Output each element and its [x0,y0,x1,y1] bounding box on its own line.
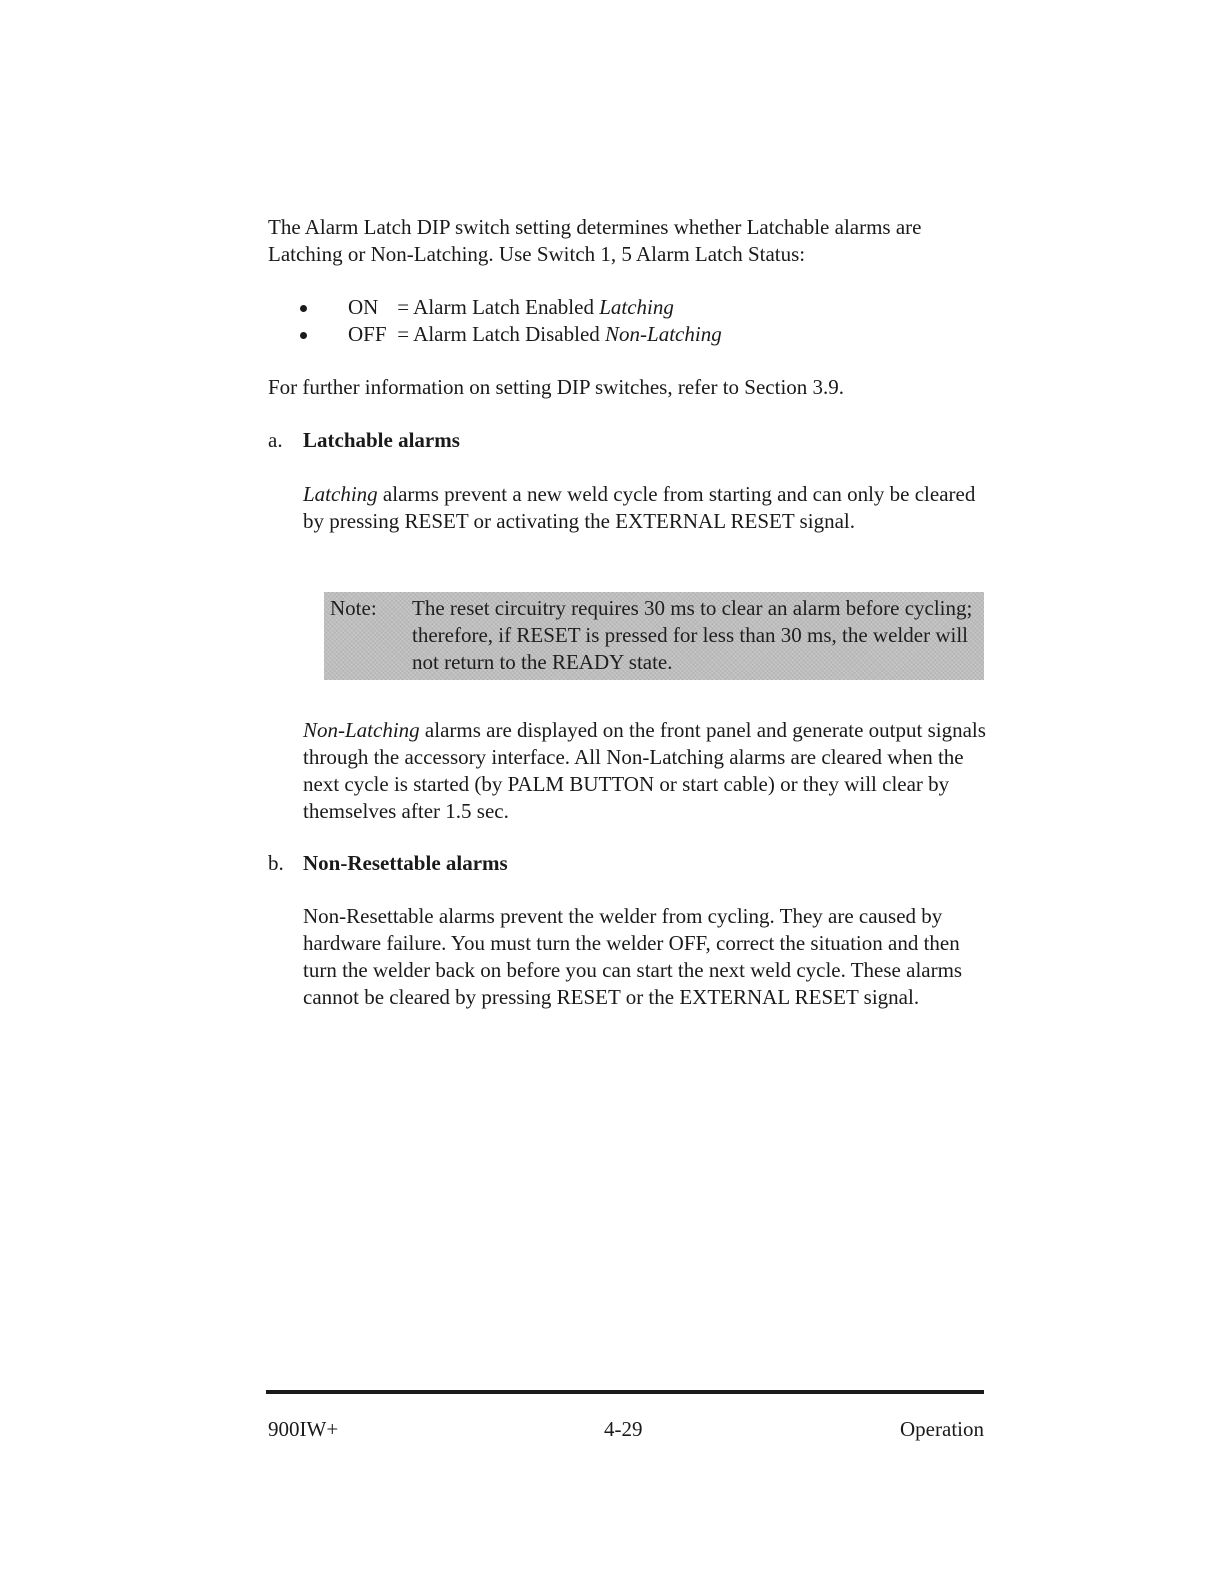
non-latching-paragraph [303,717,993,825]
switch-state-label: OFF [348,322,387,346]
latching-text: alarms prevent a new weld cycle from starting and can only be cleared by pressing RESET or activating the EXTERNAL RESET signal. [303,482,976,533]
further-info-paragraph: For further information on setting DIP switches, refer to Section 3.9. [268,375,845,399]
bullet-icon [300,332,307,339]
note-label: Note: [330,596,377,620]
section-b-heading [268,850,508,877]
latching-term: Latching [303,482,378,506]
footer-rule [266,1390,984,1394]
section-b-letter: b. [268,851,284,875]
bullet-icon [300,305,307,312]
note-text: The reset circuitry requires 30 ms to clear an alarm before cycling; therefore, if RESET is pressed for less than 30 ms, the welder will not return to the READY state. [412,596,973,674]
section-a-letter: a. [268,428,283,452]
section-a-title: Latchable alarms [303,428,460,452]
switch-state-mode: Non-Latching [605,322,722,346]
non-latching-text: alarms are displayed on the front panel and generate output signals through the accessory interface. All Non-Latching alarms are cleared when the next cycle is started (by PALM BUTTON or start cable) or they will clear by themselves after 1.5 sec. [303,718,986,823]
footer-section: Operation [900,1417,984,1441]
note-box [324,592,984,680]
switch-state-mode: Latching [599,295,674,319]
footer-page-number: 4-29 [604,1417,643,1441]
switch-state-description: = Alarm Latch Disabled [397,322,600,346]
non-resettable-paragraph: Non-Resettable alarms prevent the welder from cycling. They are caused by hardware failure. You must turn the welder OFF, correct the situation and then turn the welder back on before you can start the next weld cycle. These alarms cannot be cleared by pressing RESET or the EXTERNAL RESET signal. [303,904,963,1009]
dip-switch-status-list [300,294,900,348]
section-b-title: Non-Resettable alarms [303,851,508,875]
intro-paragraph: The Alarm Latch DIP switch setting determines whether Latchable alarms are Latching or Non-Latching. Use Switch 1, 5 Alarm Latch Status: [268,215,922,266]
list-item [300,321,900,348]
switch-state-description: = Alarm Latch Enabled [397,295,594,319]
section-a-heading [268,427,460,454]
footer-model: 900IW+ [268,1417,339,1441]
list-item [300,294,900,321]
latching-paragraph [303,481,983,535]
non-latching-term: Non-Latching [303,718,420,742]
switch-state-label: ON [348,295,379,319]
